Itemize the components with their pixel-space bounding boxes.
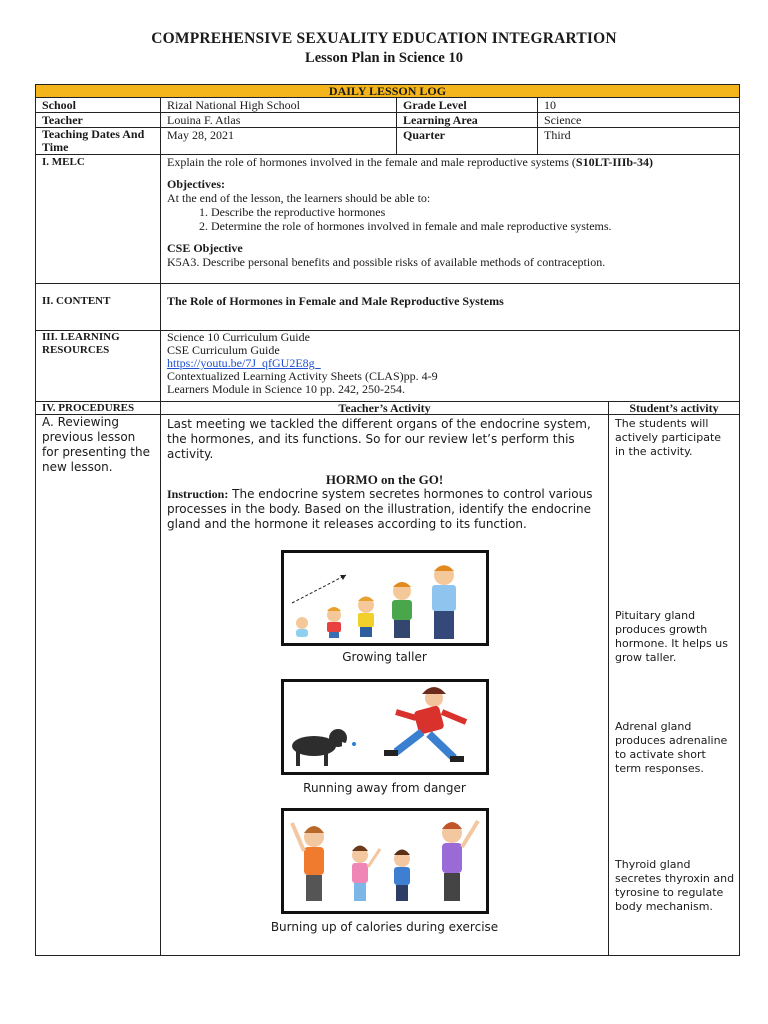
instruction-label: Instruction: — [167, 487, 229, 501]
objective-item: 2. Determine the role of hormones involved in female and male reproductive systems. — [211, 219, 733, 233]
content-row — [36, 284, 740, 331]
grade-value: 10 — [538, 98, 740, 113]
exercise-illustration — [281, 808, 489, 914]
school-row — [36, 98, 740, 113]
objectives-intro: At the end of the lesson, the learners should be able to: — [167, 191, 431, 205]
melc-cell — [161, 155, 740, 284]
caption-growing: Growing taller — [342, 650, 427, 664]
growing-taller-illustration — [281, 550, 489, 646]
student-activity-cell — [609, 415, 740, 956]
school-value: Rizal National High School — [161, 98, 397, 113]
caption-exercise: Burning up of calories during exercise — [270, 920, 499, 934]
teacher-value: Louina F. Atlas — [161, 113, 397, 128]
procedure-a-label: A. Reviewing previous lesson for presenting the new lesson. — [42, 415, 150, 474]
log-header-row — [36, 85, 740, 98]
log-header: DAILY LESSON LOG — [36, 85, 740, 98]
instruction-text: The endocrine system secretes hormones to control various processes in the body. Based on the illustration, identify the endocrine gland and the hormone it releases according to its function. — [167, 487, 593, 531]
objectives-title: Objectives: — [167, 177, 225, 191]
teacher-activity-head: Teacher’s Activity — [161, 402, 609, 415]
teacher-row — [36, 113, 740, 128]
content-label: II. CONTENT — [36, 284, 161, 331]
teacher-activity-cell — [161, 415, 609, 956]
instruction-paragraph — [167, 487, 602, 532]
objective-item: 1. Describe the reproductive hormones — [211, 205, 733, 219]
running-danger-illustration — [281, 679, 489, 775]
answer-pituitary: Pituitary gland produces growth hormone. It helps us grow taller. — [615, 609, 728, 664]
dates-value: May 28, 2021 — [161, 128, 397, 155]
growing-family-image — [284, 553, 486, 643]
procedures-label: IV. PROCEDURES — [36, 402, 161, 415]
family-exercise-image — [284, 811, 486, 911]
quarter-value: Third — [538, 128, 740, 155]
cse-text: K5A3. Describe personal benefits and possible risks of available methods of contraception. — [167, 255, 606, 269]
document-subtitle: Lesson Plan in Science 10 — [305, 50, 463, 66]
melc-label: I. MELC — [36, 155, 161, 284]
teacher-label: Teacher — [36, 113, 161, 128]
area-value: Science — [538, 113, 740, 128]
melc-code: S10LT-IIIb-34) — [575, 155, 654, 169]
running-man-dog-image — [284, 682, 486, 772]
quarter-label: Quarter — [397, 128, 538, 155]
activity-title: HORMO on the GO! — [325, 472, 444, 487]
objectives-list — [167, 205, 733, 233]
answer-adrenal: Adrenal gland produces adrenaline to activate short term responses. — [615, 720, 728, 775]
melc-text: Explain the role of hormones involved in the female and male reproductive systems ( — [167, 155, 576, 169]
school-label: School — [36, 98, 161, 113]
daily-lesson-log-table — [35, 84, 740, 956]
resources-row — [36, 331, 740, 402]
student-intro: The students will actively participate in the activity. — [615, 417, 722, 458]
teacher-intro: Last meeting we tackled the different organs of the endocrine system, the hormones, and its functions. So for our review let’s perform this activity. — [167, 417, 591, 461]
content-text: The Role of Hormones in Female and Male Reproductive Systems — [161, 284, 740, 331]
document-title: COMPREHENSIVE SEXUALITY EDUCATION INTEGRARTION — [151, 30, 617, 47]
resource-line: Learners Module in Science 10 pp. 242, 250-254. — [167, 382, 405, 396]
resources-cell — [161, 331, 740, 402]
cse-title: CSE Objective — [167, 241, 243, 255]
grade-label: Grade Level — [397, 98, 538, 113]
resource-line: Contextualized Learning Activity Sheets (CLAS)pp. 4-9 — [167, 369, 438, 383]
resources-label: III. LEARNING RESOURCES — [36, 331, 161, 402]
resource-video-link[interactable]: https://youtu.be/7J_qfGU2E8g_ — [167, 356, 321, 370]
answer-thyroid: Thyroid gland secretes thyroxin and tyrosine to regulate body mechanism. — [615, 858, 735, 913]
dates-label: Teaching Dates And Time — [36, 128, 161, 155]
resource-line: CSE Curriculum Guide — [167, 343, 280, 357]
caption-running: Running away from danger — [303, 781, 466, 795]
melc-statement — [167, 155, 733, 169]
student-activity-head: Student’s activity — [609, 402, 740, 415]
procedure-a-cell — [36, 415, 161, 956]
resource-line: Science 10 Curriculum Guide — [167, 330, 310, 344]
procedure-a-row — [36, 415, 740, 956]
area-label: Learning Area — [397, 113, 538, 128]
melc-row — [36, 155, 740, 284]
dates-row — [36, 128, 740, 155]
procedures-header-row — [36, 402, 740, 415]
